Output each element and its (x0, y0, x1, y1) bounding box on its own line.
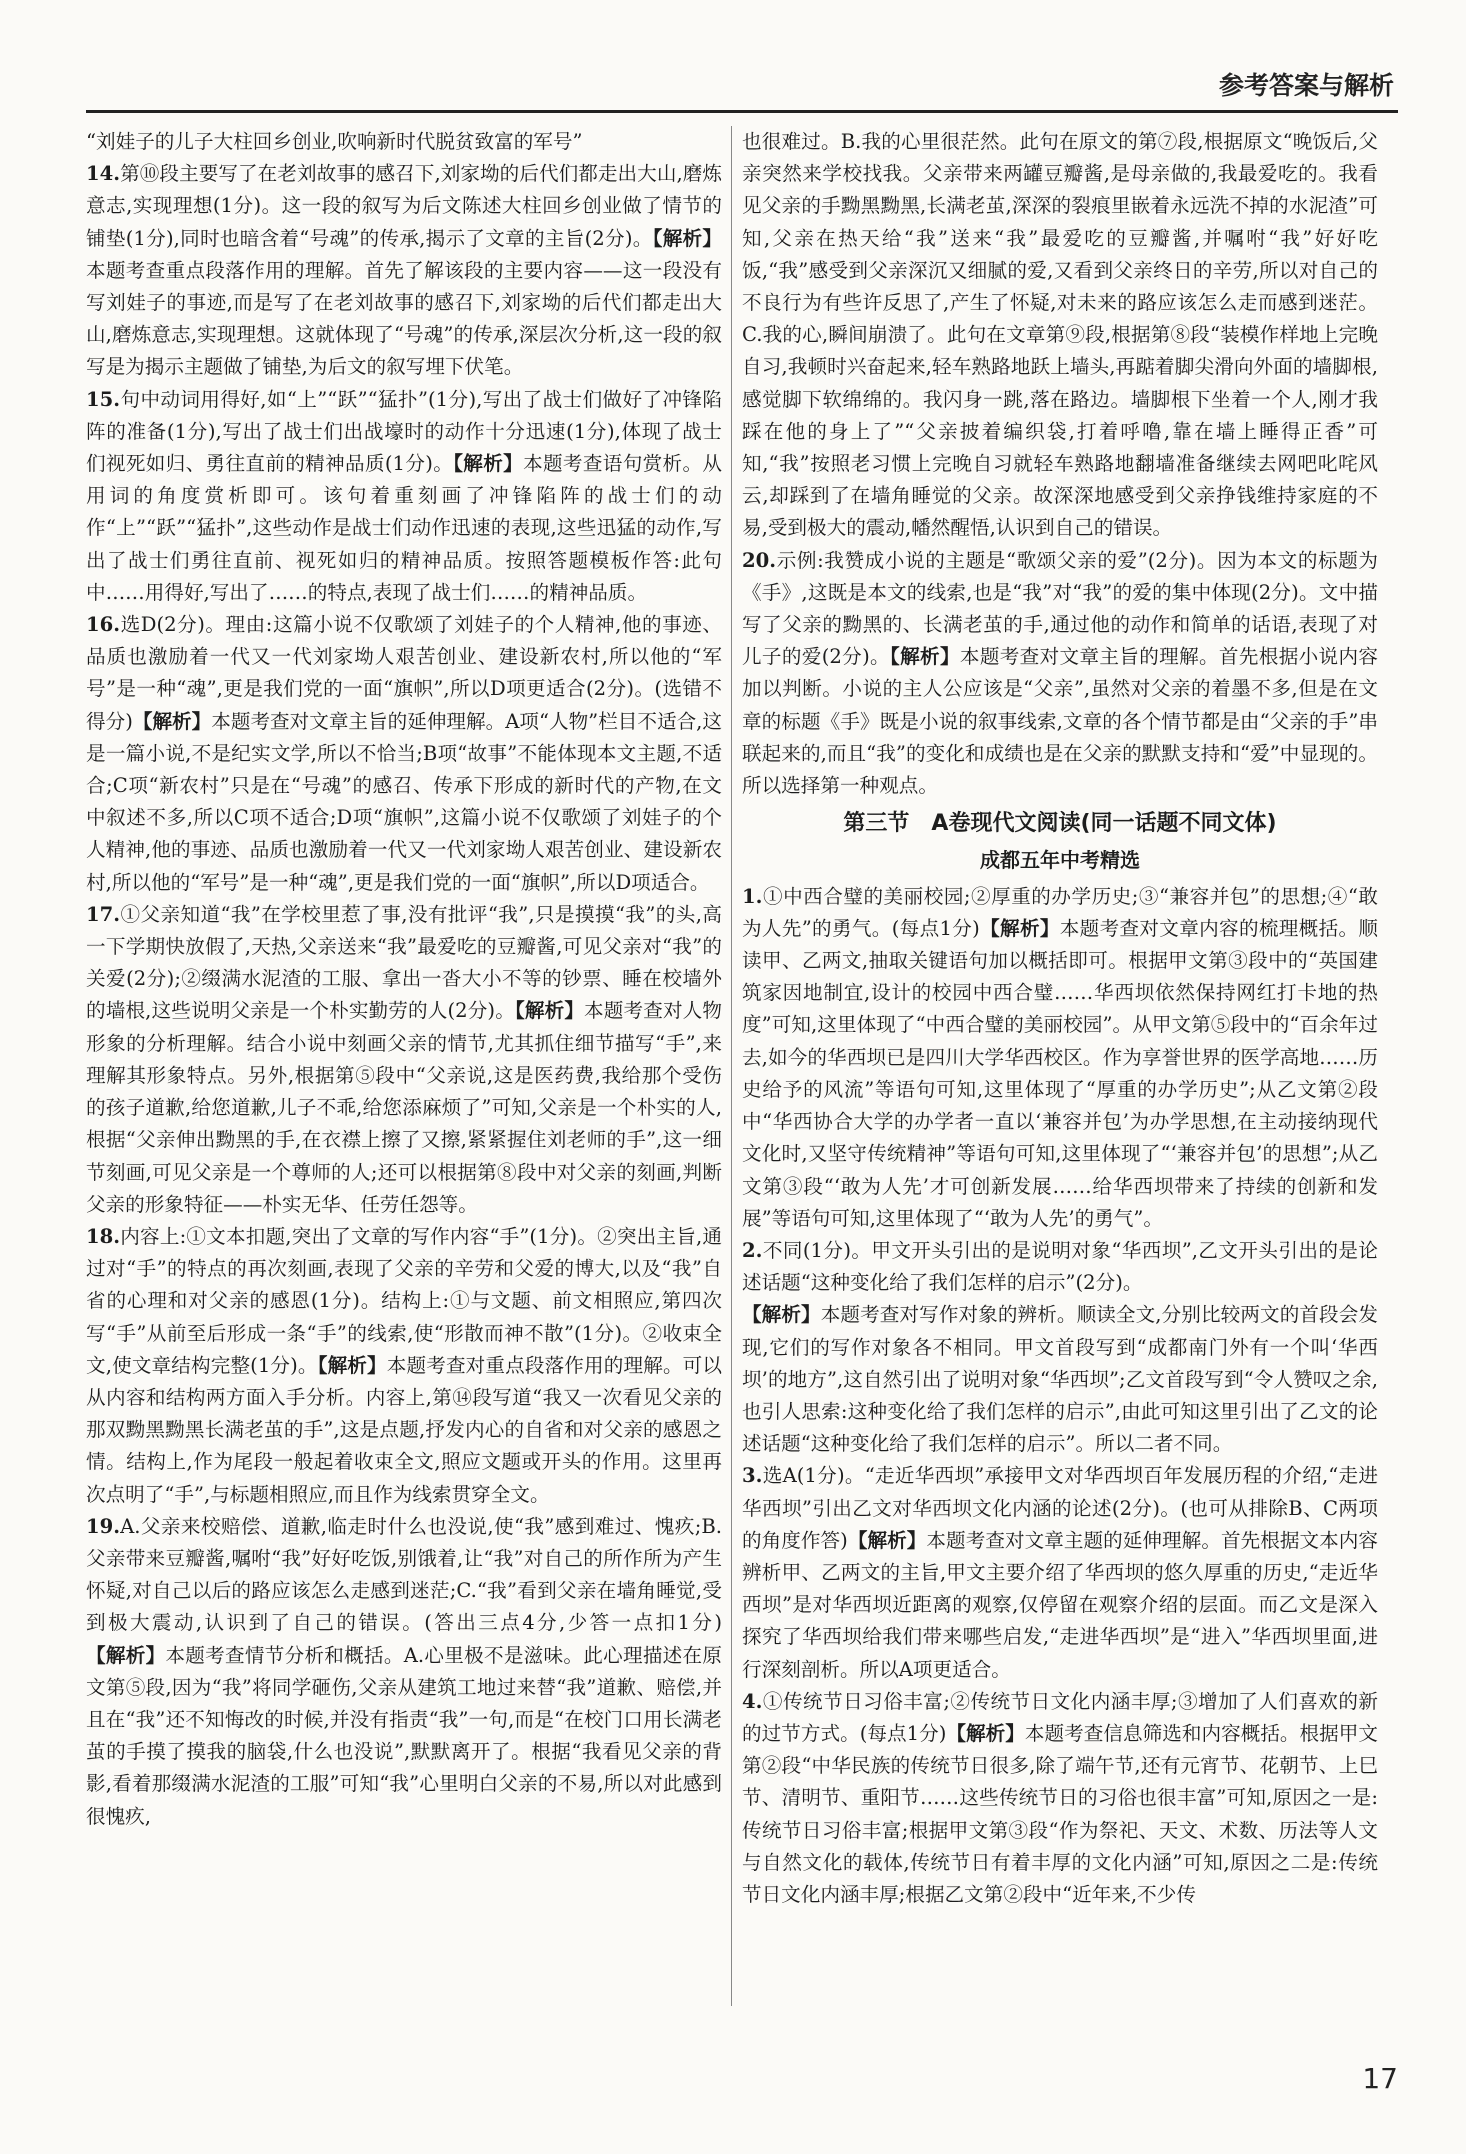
left-answer-item (86, 384, 722, 609)
question-number: 1. (742, 884, 763, 908)
answer-text: ①传统节日习俗丰富;②传统节日文化内涵丰厚;③增加了人们喜欢的新的过节方式。(每点1分) (742, 1689, 1378, 1745)
analysis-text: 本题考查重点段落作用的理解。首先了解该段的主要内容——这一段没有写刘娃子的事迹,而是写了在老刘故事的感召下,刘家坳的后代们都走出大山,磨炼意志,实现理想。这就体现了“号魂”的传承,深层次分析,这一段的叙写是为揭示主题做了铺垫,为后文的叙写埋下伏笔。 (86, 258, 722, 379)
page-number: 17 (1362, 2062, 1398, 2095)
left-answer-item (86, 126, 722, 158)
left-answer-item (86, 1511, 722, 1833)
section-title: 第三节 A卷现代文阅读(同一话题不同文体) (843, 811, 1277, 837)
left-answer-item (86, 1221, 722, 1511)
analysis-tag: 【解析】 (847, 1528, 927, 1552)
analysis-text: 本题考查对重点段落作用的理解。可以从内容和结构两方面入手分析。内容上,第⑭段写道“我又一次看见父亲的那双黝黑黝黑长满老茧的手”,这是点题,抒发内心的自省和对父亲的感恩之情。结构上,作为尾段一般起着收束全文,照应文题或开头的作用。这里再次点明了“手”,与标题相照应,而且作为线索贯穿全文。 (86, 1353, 722, 1506)
analysis-text: 本题考查对人物形象的分析理解。结合小说中刻画父亲的情节,尤其抓住细节描写“手”,来理解其形象特点。另外,根据第⑤段中“父亲说,这是医药费,我给那个受伤的孩子道歉,给您道歉,儿子不乖,给您添麻烦了”可知,父亲是一个朴实的人,根据“父亲伸出黝黑的手,在衣襟上擦了又擦,紧紧握住刘老师的手”,这一细节刻画,可见父亲是一个尊师的人;还可以根据第⑧段中对父亲的刻画,判断父亲的形象特征——朴实无华、任劳任怨等。 (86, 999, 722, 1216)
right-answer-item (742, 545, 1378, 803)
question-number: 2. (742, 1238, 763, 1262)
analysis-text: 本题考查语句赏析。从用词的角度赏析即可。该句着重刻画了冲锋陷阵的战士们的动作“上”“跃”“猛扑”,这些动作是战士们动作迅速的表现,这些迅猛的动作,写出了战士们勇往直前、视死如归的精神品质。按照答题模板作答:此句中……用得好,写出了……的特点,表现了战士们……的精神品质。 (86, 452, 722, 604)
analysis-tag: 【解析】 (453, 452, 524, 476)
analysis-text: 本题考查对文章主旨的理解。首先根据小说内容加以判断。小说的主人公应该是“父亲”,虽然对父亲的着墨不多,但是在文章的标题《手》既是小说的叙事线索,文章的各个情节都是由“父亲的手”串联起来的,而且“我”的变化和成绩也是在父亲的默默支持和“爱”中显现的。所以选择第一种观点。 (742, 645, 1378, 798)
header-title: 参考答案与解析 (1218, 71, 1394, 100)
analysis-text: 本题考查对文章主题的延伸理解。首先根据文本内容辨析甲、乙两文的主旨,甲文主要介绍了华西坝的悠久厚重的历史,“走近华西坝”是对华西坝近距离的观察,仅停留在观察介绍的层面。而乙文是深入探究了华西坝给我们带来哪些启发,“走进华西坝”是“进入”华西坝里面,进行深刻剖析。所以A项更适合。 (742, 1528, 1378, 1681)
left-column (86, 126, 722, 2016)
analysis-tag: 【解析】 (132, 709, 212, 733)
analysis-tag: 【解析】 (652, 226, 722, 250)
answer-text: 选A(1分)。“走近华西坝”承接甲文对华西坝百年发展历程的介绍,“走进华西坝”引出乙文对华西坝文化内涵的论述(2分)。(也可从排除B、C两项的角度作答) (742, 1464, 1378, 1552)
answer-text: 内容上:①文本扣题,突出了文章的写作内容“手”(1分)。②突出主旨,通过对“手”的特点的再次刻画,表现了父亲的辛劳和父爱的博大,以及“我”自省的心理和对父亲的感恩(1分)。结构上:①与文题、前文相照应,第四次写“手”从前至后形成一条“手”的线索,使“形散而神不散”(1分)。②收束全文,使文章结构完整(1分)。 (86, 1224, 722, 1377)
analysis-tag: 【解析】 (946, 1721, 1025, 1745)
question-number: 19. (86, 1514, 121, 1538)
left-answer-item (86, 899, 722, 1221)
answer-text: 第⑩段主要写了在老刘故事的感召下,刘家坳的后代们都走出大山,磨炼意志,实现理想(1分)。这一段的叙写为后文陈述大柱回乡创业做了情节的铺垫(1分),同时也暗含着“号魂”的传承,揭示了文章的主旨(2分)。 (86, 162, 722, 250)
question-number: 17. (86, 902, 121, 926)
answer-text: A.父亲来校赔偿、道歉,临走时什么也没说,使“我”感到难过、愧疚;B.父亲带来豆瓣酱,嘱咐“我”好好吃饭,别饿着,让“我”对自己的所作所为产生怀疑,对自己以后的路应该怎么走感到迷茫;C.“我”看到父亲在墙角睡觉,受到极大震动,认识到了自己的错误。(答出三点4分,少答一点扣1分) (86, 1514, 722, 1635)
analysis-tag: 【解析】 (317, 1353, 387, 1377)
right-answer-item (742, 1235, 1378, 1299)
analysis-tag: 【解析】 (514, 999, 585, 1023)
question-number: 4. (742, 1689, 763, 1713)
question-number: 20. (742, 548, 777, 572)
right-answer-item (742, 1686, 1378, 1911)
right-answer-item (742, 126, 1378, 545)
left-answer-item (86, 158, 722, 383)
analysis-text: 本题考查情节分析和概括。A.心里极不是滋味。此心理描述在原文第⑤段,因为“我”将同学砸伤,父亲从建筑工地过来替“我”道歉、赔偿,并且在“我”还不知悔改的时候,并没有指责“我”一句,而是“在校门口用长满老茧的手摸了摸我的脑袋,什么也没说”,默默离开了。根据“我看见父亲的背影,看着那缀满水泥渣的工服”可知“我”心里明白父亲的不易,所以对此感到很愧疚, (86, 1643, 722, 1828)
analysis-tag: 【解析】 (979, 916, 1060, 940)
analysis-text: 本题考查对文章内容的梳理概括。顺读甲、乙两文,抽取关键语句加以概括即可。根据甲文第③段中的“英国建筑家因地制宜,设计的校园中西合璧……华西坝依然保持网红打卡地的热度”可知,这里体现了“中西合璧的美丽校园”。从甲文第⑤段中的“百余年过去,如今的华西坝已是四川大学华西校区。作为享誉世界的医学高地……历史给予的风流”等语句可知,这里体现了“厚重的办学历史”;从乙文第②段中“华西协合大学的办学者一直以‘兼容并包’为办学思想,在主动接纳现代文化时,又坚守传统精神”等语句可知,这里体现了“‘兼容并包’的思想”;从乙文第③段“‘敢为人先’才可创新发展……给华西坝带来了持续的创新和发展”等语句可知,这里体现了“‘敢为人先’的勇气”。 (742, 916, 1378, 1230)
answer-text: 不同(1分)。甲文开头引出的是说明对象“华西坝”,乙文开头引出的是论述话题“这种变化给了我们怎样的启示”(2分)。 (742, 1238, 1378, 1295)
analysis-text: 本题考查信息筛选和内容概括。根据甲文第②段“中华民族的传统节日很多,除了端午节,还有元宵节、花朝节、上巳节、清明节、重阳节……这些传统节日的习俗也很丰富”可知,原因之一是:传统节日习俗丰富;根据甲文第③段“作为祭祀、天文、术数、历法等人文与自然文化的载体,传统节日有着丰厚的文化内涵”可知,原因之二是:传统节日文化内涵丰厚;根据乙文第②段中“近年来,不少传 (742, 1721, 1378, 1906)
right-column (742, 126, 1378, 2016)
answer-text: 选D(2分)。理由:这篇小说不仅歌颂了刘娃子的个人精神,他的事迹、品质也激励着一代又一代刘家坳人艰苦创业、建设新农村,所以他的“军号”是一种“魂”,更是我们党的一面“旗帜”,所以D项更适合(2分)。(选错不得分) (86, 613, 722, 733)
page-header (86, 60, 1398, 113)
section-subtitle: 成都五年中考精选 (980, 848, 1140, 873)
question-number: 15. (86, 387, 121, 411)
question-number: 16. (86, 613, 121, 637)
answer-text: ①父亲知道“我”在学校里惹了事,没有批评“我”,只是摸摸“我”的头,高一下学期快放假了,天热,父亲送来“我”最爱吃的豆瓣酱,可见父亲对“我”的关爱(2分);②缀满水泥渣的工服、拿出一沓大小不等的钞票、睡在校墙外的墙根,这些说明父亲是一个朴实勤劳的人(2分)。 (86, 902, 722, 1023)
right-answer-item (742, 1460, 1378, 1685)
answer-text: 示例:我赞成小说的主题是“歌颂父亲的爱”(2分)。因为本文的标题为《手》,这既是本文的线索,也是“我”对“我”的爱的集中体现(2分)。文中描写了父亲的黝黑的、长满老茧的手,通过他的动作和简单的话语,表现了对儿子的爱(2分)。 (742, 548, 1378, 669)
answer-text: 也很难过。B.我的心里很茫然。此句在原文的第⑦段,根据原文“晚饭后,父亲突然来学校找我。父亲带来两罐豆瓣酱,是母亲做的,我最爱吃的。我看见父亲的手黝黑黝黑,长满老茧,深深的裂痕里嵌着永远洗不掉的水泥渣”可知,父亲在热天给“我”送来“我”最爱吃的豆瓣酱,并嘱咐“我”好好吃饭,“我”感受到父亲深沉又细腻的爱,又看到父亲终日的辛劳,所以对自己的不良行为有些许反思了,产生了怀疑,对未来的路应该怎么走而感到迷茫。C.我的心,瞬间崩溃了。此句在文章第⑨段,根据第⑧段“装模作样地上完晚自习,我顿时兴奋起来,轻车熟路地跃上墙头,再踮着脚尖滑向外面的墙脚根,感觉脚下软绵绵的。我闪身一跳,落在路边。墙脚根下坐着一个人,刚才我踩在他的身上了”“父亲披着编织袋,打着呼噜,靠在墙上睡得正香”可知,“我”按照老习惯上完晚自习就轻车熟路地翻墙准备继续去网吧叱咤风云,却踩到了在墙角睡觉的父亲。故深深地感受到父亲挣钱维持家庭的不易,受到极大的震动,幡然醒悟,认识到自己的错误。 (742, 130, 1378, 540)
question-number: 18. (86, 1224, 121, 1248)
question-number: 14. (86, 162, 121, 186)
left-answer-item (86, 609, 722, 899)
answer-text: “刘娃子的儿子大柱回乡创业,吹响新时代脱贫致富的军号” (86, 130, 583, 153)
analysis-text: 本题考查对写作对象的辨析。顺读全文,分别比较两文的首段会发现,它们的写作对象各不相同。甲文首段写到“成都南门外有一个叫‘华西坝’的地方”,这自然引出了说明对象“华西坝”;乙文首段写到“令人赞叹之余,也引人思索:这种变化给了我们怎样的启示”,由此可知这里引出了乙文的论述话题“这种变化给了我们怎样的启示”。所以二者不同。 (742, 1303, 1378, 1456)
column-divider (731, 126, 732, 2006)
analysis-text: 本题考查对文章主旨的延伸理解。A项“人物”栏目不适合,这是一篇小说,不是纪实文学,所以不恰当;B项“故事”不能体现本文主题,不适合;C项“新农村”只是在“号魂”的感召、传承下形成的新时代的产物,在文中叙述不多,所以C项不适合;D项“旗帜”,这篇小说不仅歌颂了刘娃子的个人精神,他的事迹、品质也激励着一代又一代刘家坳人艰苦创业、建设新农村,所以他的“军号”是一种“魂”,更是我们党的一面“旗帜”,所以D项适合。 (86, 709, 722, 894)
analysis-tag: 【解析】 (86, 1643, 166, 1667)
answer-text: ①中西合璧的美丽校园;②厚重的办学历史;③“兼容并包”的思想;④“敢为人先”的勇气。(每点1分) (742, 884, 1378, 940)
analysis-tag: 【解析】 (742, 1303, 821, 1327)
analysis-tag: 【解析】 (889, 645, 960, 669)
question-number: 3. (742, 1464, 763, 1488)
right-answer-item (742, 1299, 1378, 1460)
right-answer-item (742, 881, 1378, 1235)
answer-text: 句中动词用得好,如“上”“跃”“猛扑”(1分),写出了战士们做好了冲锋陷阵的准备(1分),写出了战士们出战壕时的动作十分迅速(1分),体现了战士们视死如归、勇往直前的精神品质(1分)。 (86, 387, 722, 476)
